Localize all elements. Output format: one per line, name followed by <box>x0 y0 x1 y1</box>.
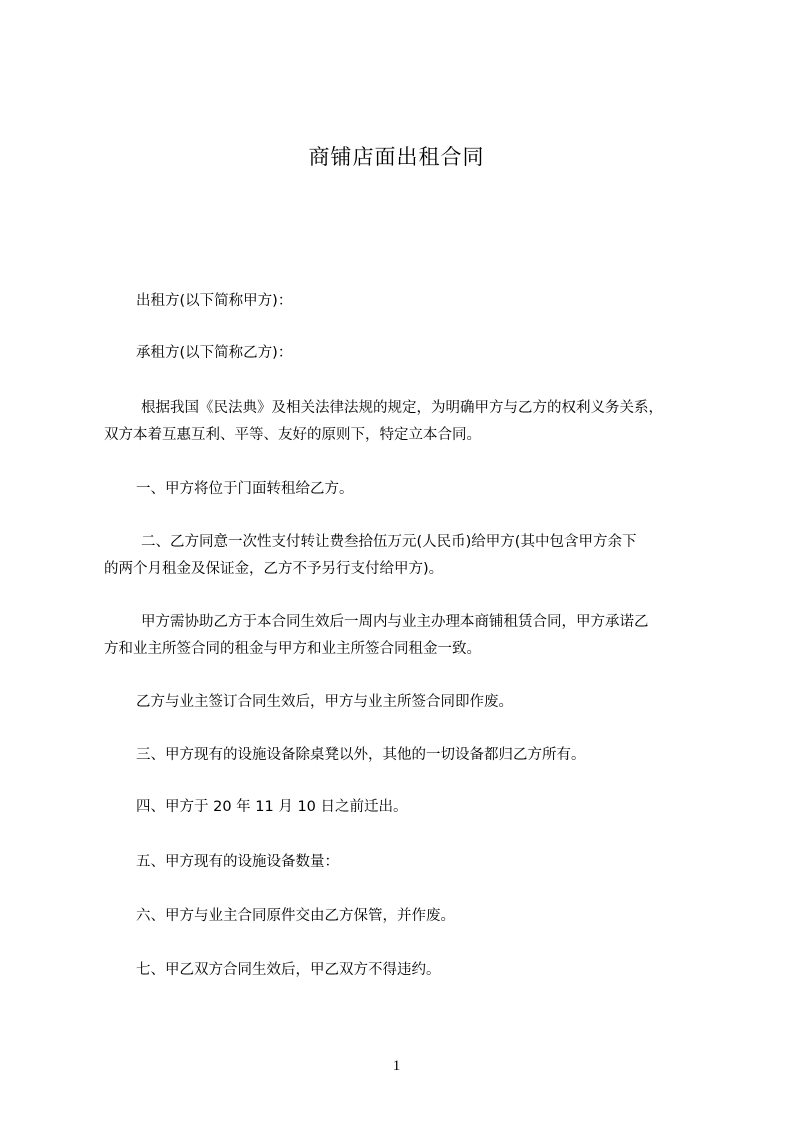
clause-2-line-1: 二、乙方同意一次性支付转让费叁拾伍万元(人民币)给甲方(其中包含甲方余下 <box>141 534 637 550</box>
lessor-line: 出租方(以下简称甲方)： <box>136 293 293 309</box>
page-number: 1 <box>392 1058 401 1074</box>
clause-1: 一、甲方将位于门面转租给乙方。 <box>136 481 354 497</box>
clause-2-note-b: 乙方与业主签订合同生效后，甲方与业主所签合同即作废。 <box>136 694 513 710</box>
preamble-line-2: 双方本着互惠互利、平等、友好的原则下，特定立本合同。 <box>104 427 481 443</box>
preamble-line-1: 根据我国《民法典》及相关法律法规的规定，为明确甲方与乙方的权利义务关系， <box>141 400 663 416</box>
clause-5: 五、甲方现有的设施设备数量： <box>136 854 339 870</box>
lessee-line: 承租方(以下简称乙方)： <box>136 345 293 361</box>
clause-2-note-line-1: 甲方需协助乙方于本合同生效后一周内与业主办理本商铺租赁合同，甲方承诺乙 <box>141 614 649 630</box>
clause-2-note-line-2: 方和业主所签合同的租金与甲方和业主所签合同租金一致。 <box>104 641 481 657</box>
document-title: 商铺店面出租合同 <box>308 145 485 169</box>
clause-4: 四、甲方于 20 年 11 月 10 日之前迁出。 <box>136 799 408 815</box>
clause-3: 三、甲方现有的设施设备除桌凳以外，其他的一切设备都归乙方所有。 <box>136 747 586 763</box>
clause-2-line-2: 的两个月租金及保证金，乙方不予另行支付给甲方)。 <box>104 561 444 577</box>
clause-7: 七、甲乙双方合同生效后，甲乙双方不得违约。 <box>136 962 441 978</box>
clause-6: 六、甲方与业主合同原件交由乙方保管，并作废。 <box>136 908 455 924</box>
